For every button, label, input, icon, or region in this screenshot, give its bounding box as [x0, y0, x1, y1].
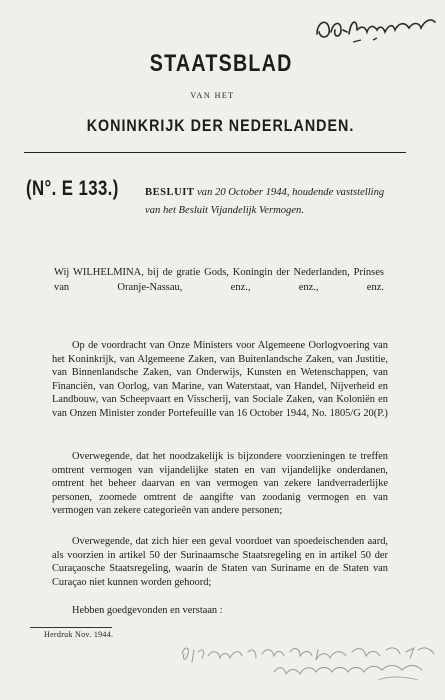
header-divider	[24, 152, 406, 153]
pencil-annotation	[178, 640, 440, 695]
decree-heading	[145, 184, 393, 220]
paragraph-resolved: Hebben goedgevonden en verstaan :	[72, 605, 223, 616]
decree-description: van 20 October 1944, houdende vaststelling van het Besluit Vijandelijk Vermogen.	[145, 187, 385, 216]
paragraph-considering-2: Overwegende, dat zich hier een geval voordoet van spoedeischenden aard, als voorzien in artikel 50 der Surinaamsche Staatsregeling en in artikel 50 der Curaçaosche Staatsregeling, waarin de Staten van Suriname en de Staten van Curaçao niet kunnen worden gehoord;	[52, 536, 388, 588]
paragraph-considering-1: Overwegende, dat het noodzakelijk is bijzondere voorzieningen te treffen omtrent vermogen van vijandelijke staten en van vijandelijke onderdanen, omtrent het beheer daarvan en van vermogen van zekere landverraderlijke personen, zoomede omtrent de aangifte van zoodanig vermogen en van vermogen van zekere categorieën van andere personen;	[52, 451, 388, 516]
decree-number: (N°. E 133.)	[26, 177, 119, 200]
reprint-note: Herdruk Nov. 1944.	[44, 630, 114, 639]
paragraph-ministers: Op de voordracht van Onze Ministers voor Algemeene Oorlogvoering van het Koninkrijk, van Algemeene Zaken, van Buitenlandsche Zaken, van Justitie, van Binnenlandsche Zaken, van Onderwijs, Kunsten en Wetenschappen, van Financiën, van Oorlog, van Marine, van Waterstaat, van Handel, Nijverheid en Landbouw, van Scheepvaart en Visscherij, van Sociale Zaken, van Koloniën en van Onzen Minister zonder Portefeuille van 16 October 1944, No. 1805/G 20(P.)	[52, 340, 388, 419]
kingdom-heading: KONINKRIJK DER NEDERLANDEN.	[86, 116, 355, 135]
gazette-subtitle: VAN HET	[190, 91, 235, 100]
footer-divider	[30, 627, 112, 628]
preamble: Wij WILHELMINA, bij de gratie Gods, Koningin der Nederlanden, Prinses van Oranje-Nassau, enz., enz., enz.	[54, 267, 384, 293]
handwritten-signature	[313, 8, 438, 46]
decree-lead: BESLUIT	[145, 187, 195, 198]
gazette-title: STAATSBLAD	[149, 50, 293, 77]
